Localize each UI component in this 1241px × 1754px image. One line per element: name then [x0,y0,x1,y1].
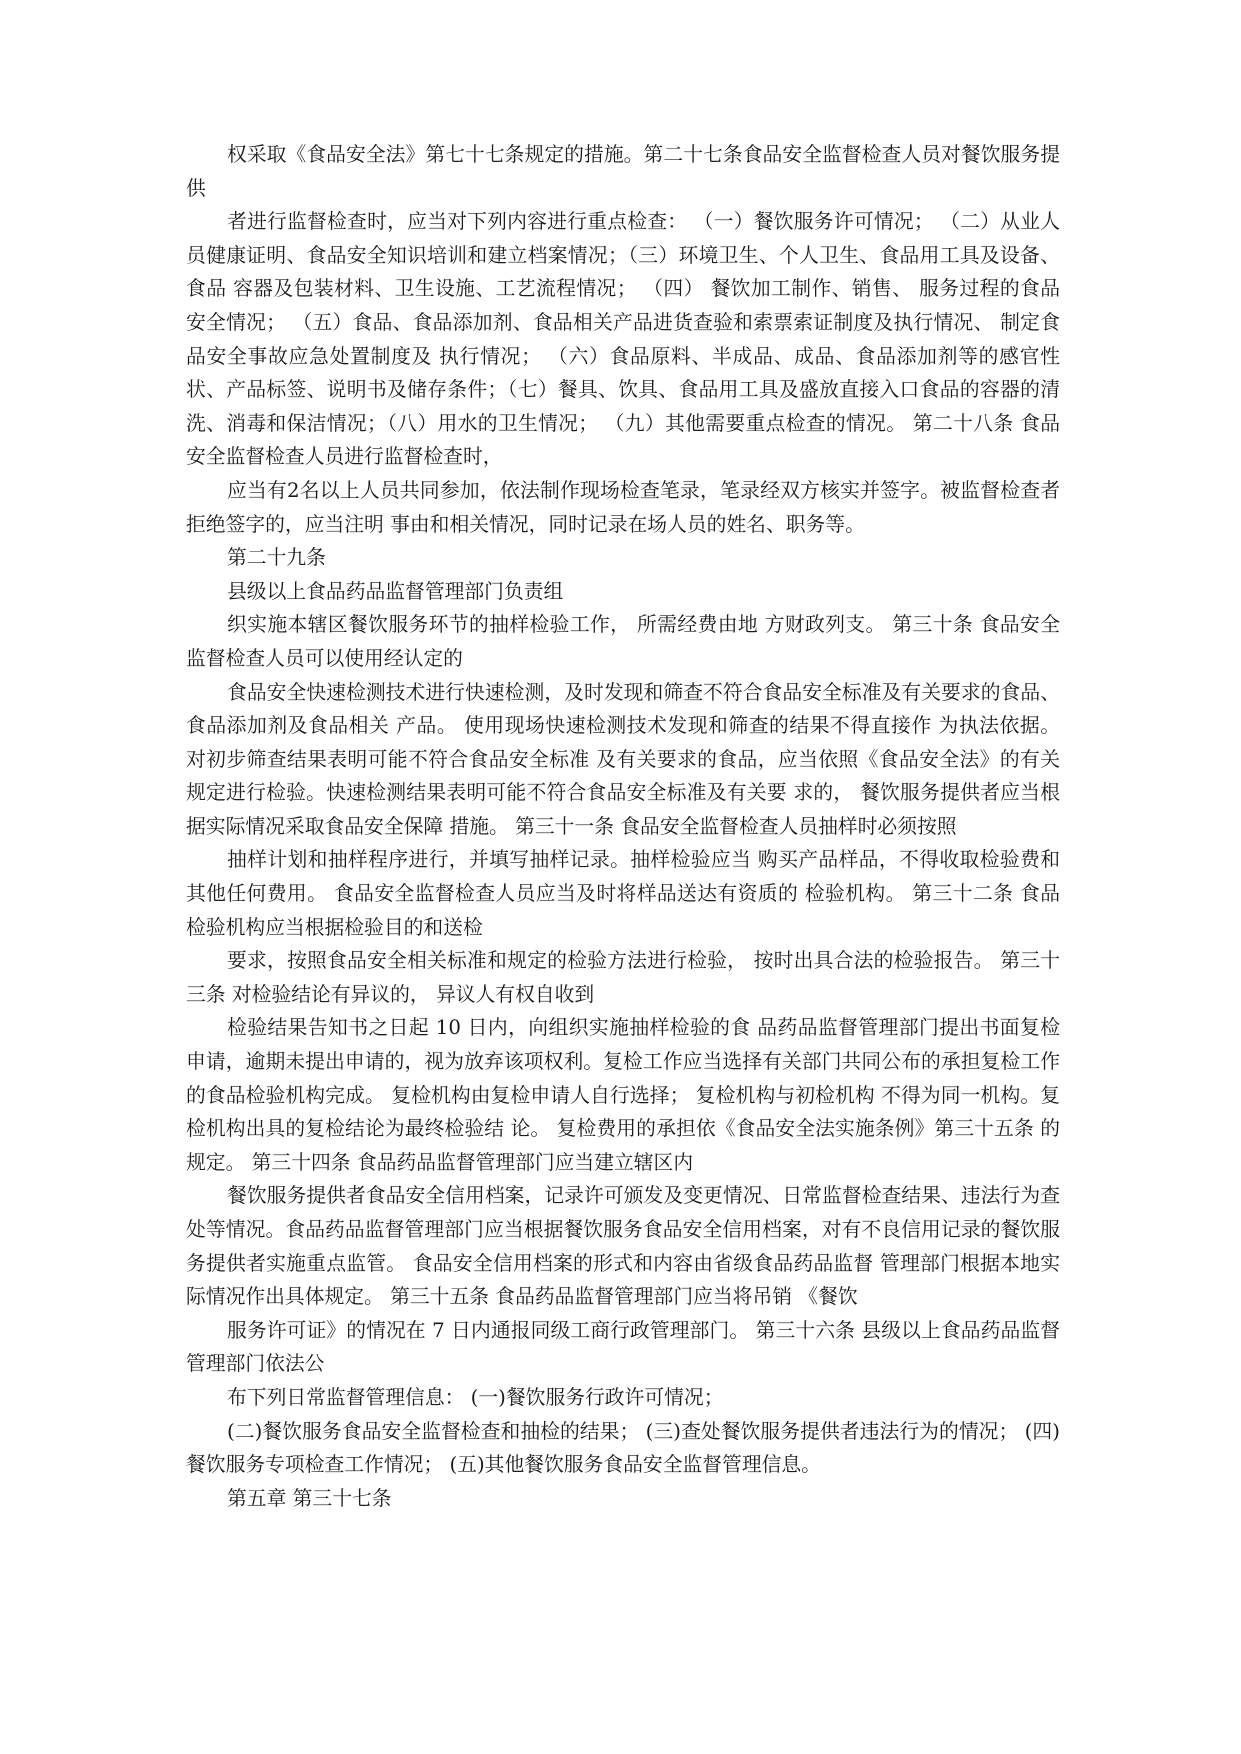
paragraph: 检验结果告知书之日起 10 日内，向组织实施抽样检验的食 品药品监督管理部门提出书面复检申请，逾期未提出申请的，视为放弃该项权利。复检工作应当选择有关部门共同公布的承担复检工作 的食品检验机构完成。 复检机构由复检申请人自行选择； 复检机构与初检机构 不得为同一机构。复检机构出具的复检结论为最终检验结 论。 复检费用的承担依《食品安全法实施条例》第三十五条 的规定。 第三十四条 食品药品监督管理部门应当建立辖区内 [186,1016,1060,1174]
paragraph: 权采取《食品安全法》第七十七条规定的措施。第二十七条食品安全监督检查人员对餐饮服务提供 [186,143,1060,200]
paragraph: 第二十九条 [227,546,326,570]
paragraph: 要求，按照食品安全相关标准和规定的检验方法进行检验， 按时出具合法的检验报告。 第三十三条 对检验结论有异议的， 异议人有权自收到 [186,949,1060,1006]
paragraph: 布下列日常监督管理信息： (一)餐饮服务行政许可情况； [227,1385,724,1409]
paragraph: 抽样计划和抽样程序进行，并填写抽样记录。抽样检验应当 购买产品样品，不得收取检验费和其他任何费用。 食品安全监督检查人员应当及时将样品送达有资质的 检验机构。 第三十二条 食品检验机构应当根据检验目的和送检 [186,848,1060,939]
paragraph: (二)餐饮服务食品安全监督检查和抽检的结果； (三)查处餐饮服务提供者违法行为的情况； (四)餐饮服务专项检查工作情况； (五)其他餐饮服务食品安全监督管理信息。 [186,1419,1060,1477]
paragraph: 第五章 第三十七条 [227,1486,392,1510]
paragraph: 织实施本辖区餐饮服务环节的抽样检验工作， 所需经费由地 方财政列支。 第三十条 食品安全监督检查人员可以使用经认定的 [186,613,1060,670]
paragraph: 餐饮服务提供者食品安全信用档案，记录许可颁发及变更情况、日常监督检查结果、违法行为查处等情况。食品药品监督管理部门应当根据餐饮服务食品安全信用档案，对有不良信用记录的餐饮服务提供者实施重点监管。 食品安全信用档案的形式和内容由省级食品药品监督 管理部门根据本地实际情况作出具体规定。 第三十五条 食品药品监督管理部门应当将吊销 《餐饮 [186,1184,1060,1309]
paragraph: 应当有2名以上人员共同参加，依法制作现场检查笔录，笔录经双方核实并签字。被监督检查者拒绝签字的，应当注明 事由和相关情况，同时记录在场人员的姓名、职务等。 [186,478,1060,536]
paragraph: 服务许可证》的情况在 7 日内通报同级工商行政管理部门。 第三十六条 县级以上食品药品监督管理部门依法公 [186,1318,1060,1376]
paragraph: 食品安全快速检测技术进行快速检测，及时发现和筛查不符合食品安全标准及有关要求的食品、 食品添加剂及食品相关 产品。 使用现场快速检测技术发现和筛查的结果不得直接作 为执法依据。 对初步筛查结果表明可能不符合食品安全标准 及有关要求的食品，应当依照《食品安全法》的有关规定进行检验。快速检测结果表明可能不符合食品安全标准及有关要 求的， 餐饮服务提供者应当根据实际情况采取食品安全保障 措施。 第三十一条 食品安全监督检查人员抽样时必须按照 [186,680,1060,838]
document-page [186,138,1060,1515]
paragraph: 者进行监督检查时，应当对下列内容进行重点检查： （一）餐饮服务许可情况； （二）从业人员健康证明、食品安全知识培训和建立档案情况；（三）环境卫生、个人卫生、食品用工具及设备、食品 容器及包装材料、卫生设施、工艺流程情况； （四） 餐饮加工制作、销售、 服务过程的食品安全情况； （五）食品、食品添加剂、食品相关产品进货查验和索票索证制度及执行情况、 制定食品安全事故应急处置制度及 执行情况； （六）食品原料、半成品、成品、食品添加剂等的感官性状、产品标签、说明书及储存条件；（七）餐具、饮具、食品用工具及盛放直接入口食品的容器的清洗、消毒和保洁情况；（八）用水的卫生情况； （九）其他需要重点检查的情况。 第二十八条 食品安全监督检查人员进行监督检查时， [186,210,1060,469]
paragraph: 县级以上食品药品监督管理部门负责组 [227,579,564,603]
